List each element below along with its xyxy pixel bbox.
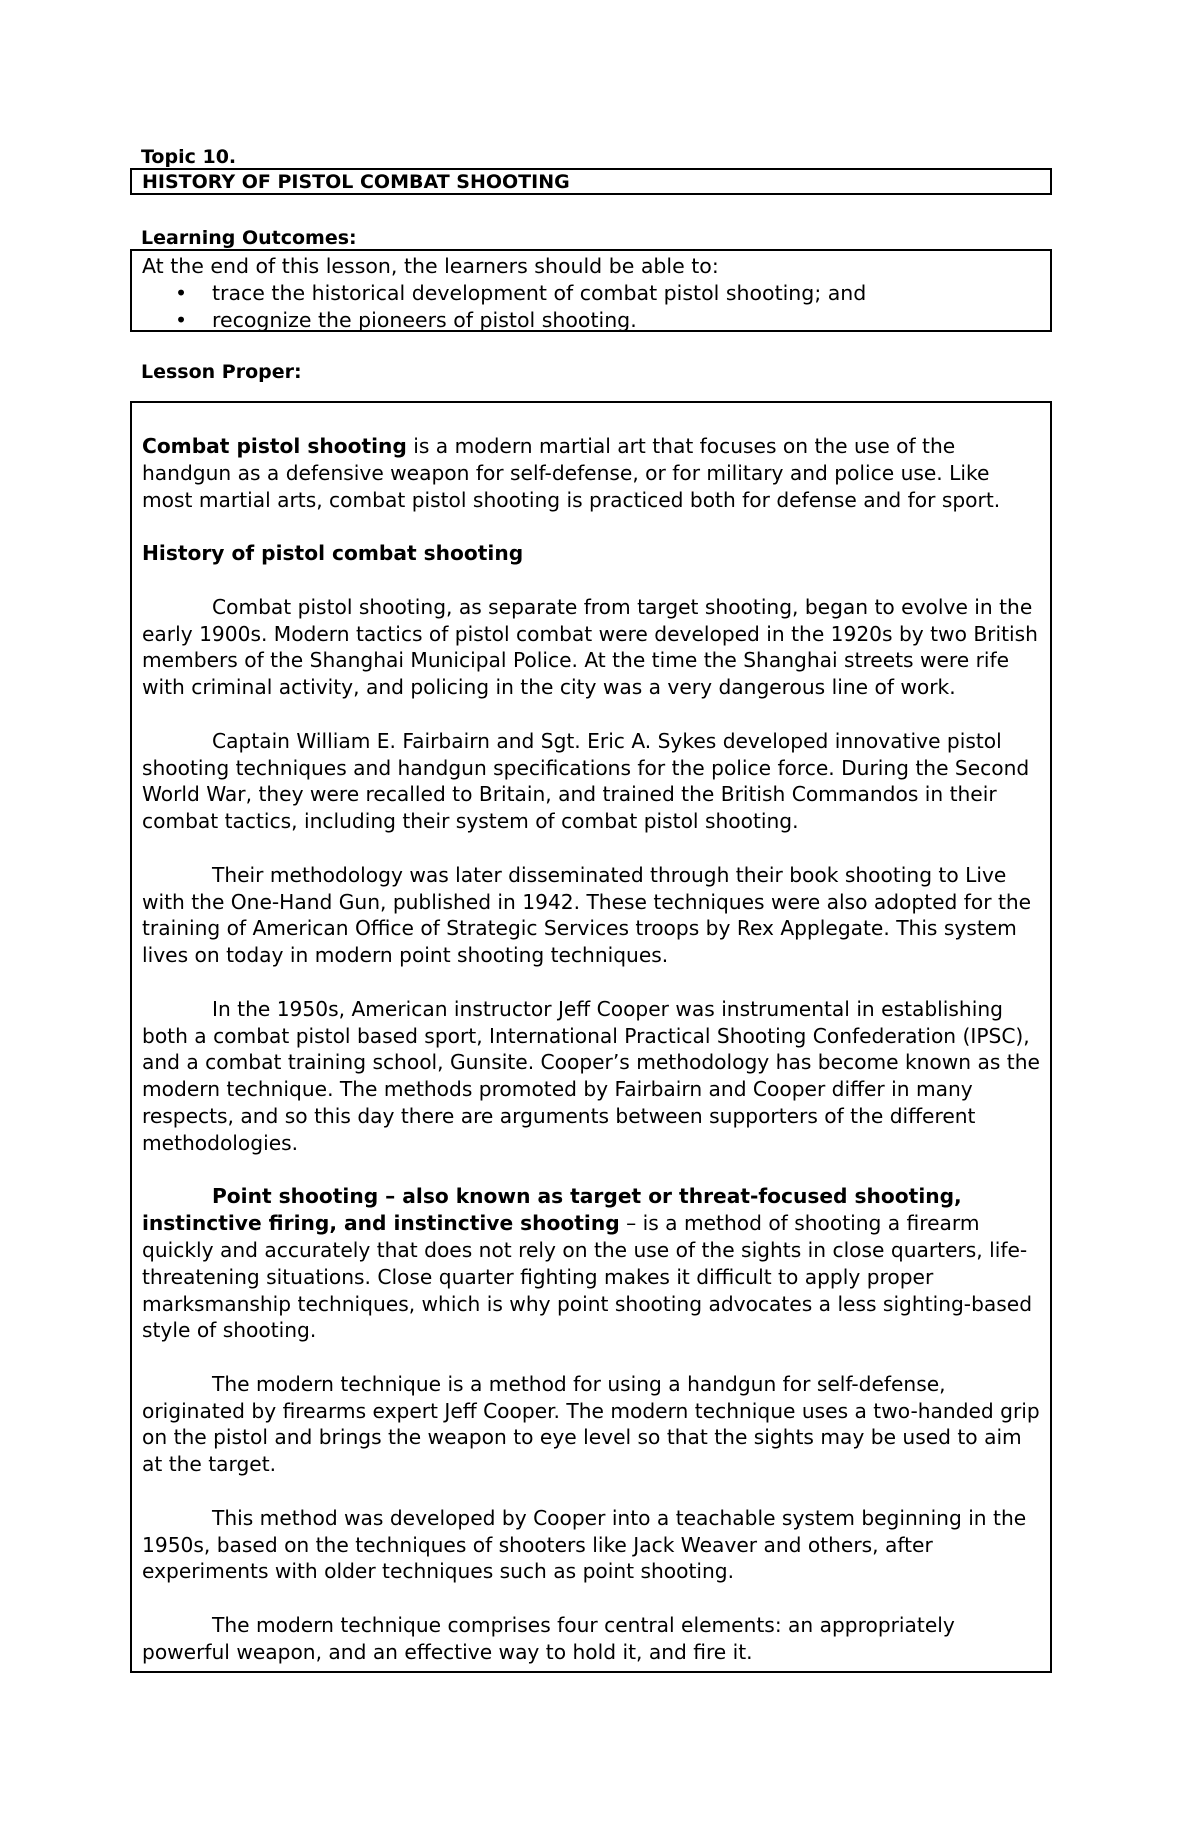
intro-term: Combat pistol shooting [142, 434, 407, 458]
point-shooting-term: Point shooting – also known as target or threat-focused shooting, instinctive firing, and instinctive shooting [142, 1184, 962, 1236]
modern-technique-paragraph: This method was developed by Cooper into a teachable system beginning in the 1950s, based on the techniques of shooters like Jack Weaver and others, after experiments with older techniques such as point shooting. [142, 1505, 1027, 1584]
history-paragraph: Their methodology was later disseminated through their book shooting to Live with the One-Hand Gun, published in 1942. These techniques were also adopted for the training of American Office of Strategic Services troops by Rex Applegate. This system lives on today in modern point shooting techniques. [142, 862, 1032, 968]
point-shooting-text: – is a method of shooting a firearm quickly and accurately that does not rely on the use of the sights in close quarters, life-threatening situations. Close quarter fighting makes it difficult to apply proper marksmanship techniques, which is why point shooting advocates a less sighting-based style of shooting. [142, 1211, 1033, 1343]
list-item: • recognize the pioneers of pistol shooting. [142, 307, 1040, 334]
history-paragraph: Combat pistol shooting, as separate from target shooting, began to evolve in the early 1900s. Modern tactics of pistol combat were developed in the 1920s by two British members of the Shanghai Municipal Police. At the time the Shanghai streets were rife with criminal activity, and policing in the city was a very dangerous line of work. [142, 594, 1038, 700]
list-item: • trace the historical development of combat pistol shooting; and [142, 280, 1040, 307]
learning-outcomes-intro: At the end of this lesson, the learners should be able to: [142, 254, 719, 278]
modern-technique-paragraph: The modern technique comprises four central elements: an appropriately powerful weapon, and an effective way to hold it, and fire it. [142, 1613, 955, 1664]
learning-outcomes-box [130, 249, 1052, 332]
learning-outcomes-heading: Learning Outcomes: [141, 227, 357, 249]
history-paragraph: Captain William E. Fairbairn and Sgt. Eric A. Sykes developed innovative pistol shooting techniques and handgun specifications for the police force. During the Second World War, they were recalled to Britain, and trained the British Commandos in their combat tactics, including their system of combat pistol shooting. [142, 728, 1030, 834]
history-heading: History of pistol combat shooting [142, 541, 524, 566]
intro-text: is a modern martial art that focuses on the use of the handgun as a defensive weapon for self-defense, or for military and police use. Like most martial arts, combat pistol shooting is practiced both for defense and for sport. [142, 434, 1001, 512]
lesson-content-box [130, 401, 1052, 1673]
intro-paragraph [142, 433, 1040, 513]
history-paragraph: In the 1950s, American instructor Jeff Cooper was instrumental in establishing both a combat pistol based sport, International Practical Shooting Confederation (IPSC), and a combat training school, Gunsite. Cooper’s methodology has become known as the modern technique. The methods promoted by Fairbairn and Cooper differ in many respects, and so this day there are arguments between supporters of the different methodologies. [142, 996, 1040, 1155]
topic-title: HISTORY OF PISTOL COMBAT SHOOTING [130, 168, 1052, 195]
learning-outcomes-list [142, 280, 1040, 334]
lesson-proper-heading: Lesson Proper: [141, 361, 302, 383]
modern-technique-paragraph: The modern technique is a method for using a handgun for self-defense, originated by firearms expert Jeff Cooper. The modern technique uses a two-handed grip on the pistol and brings the weapon to eye level so that the sights may be used to aim at the target. [142, 1371, 1040, 1477]
topic-number: Topic 10. [141, 146, 237, 168]
point-shooting-paragraph [142, 1183, 1040, 1344]
